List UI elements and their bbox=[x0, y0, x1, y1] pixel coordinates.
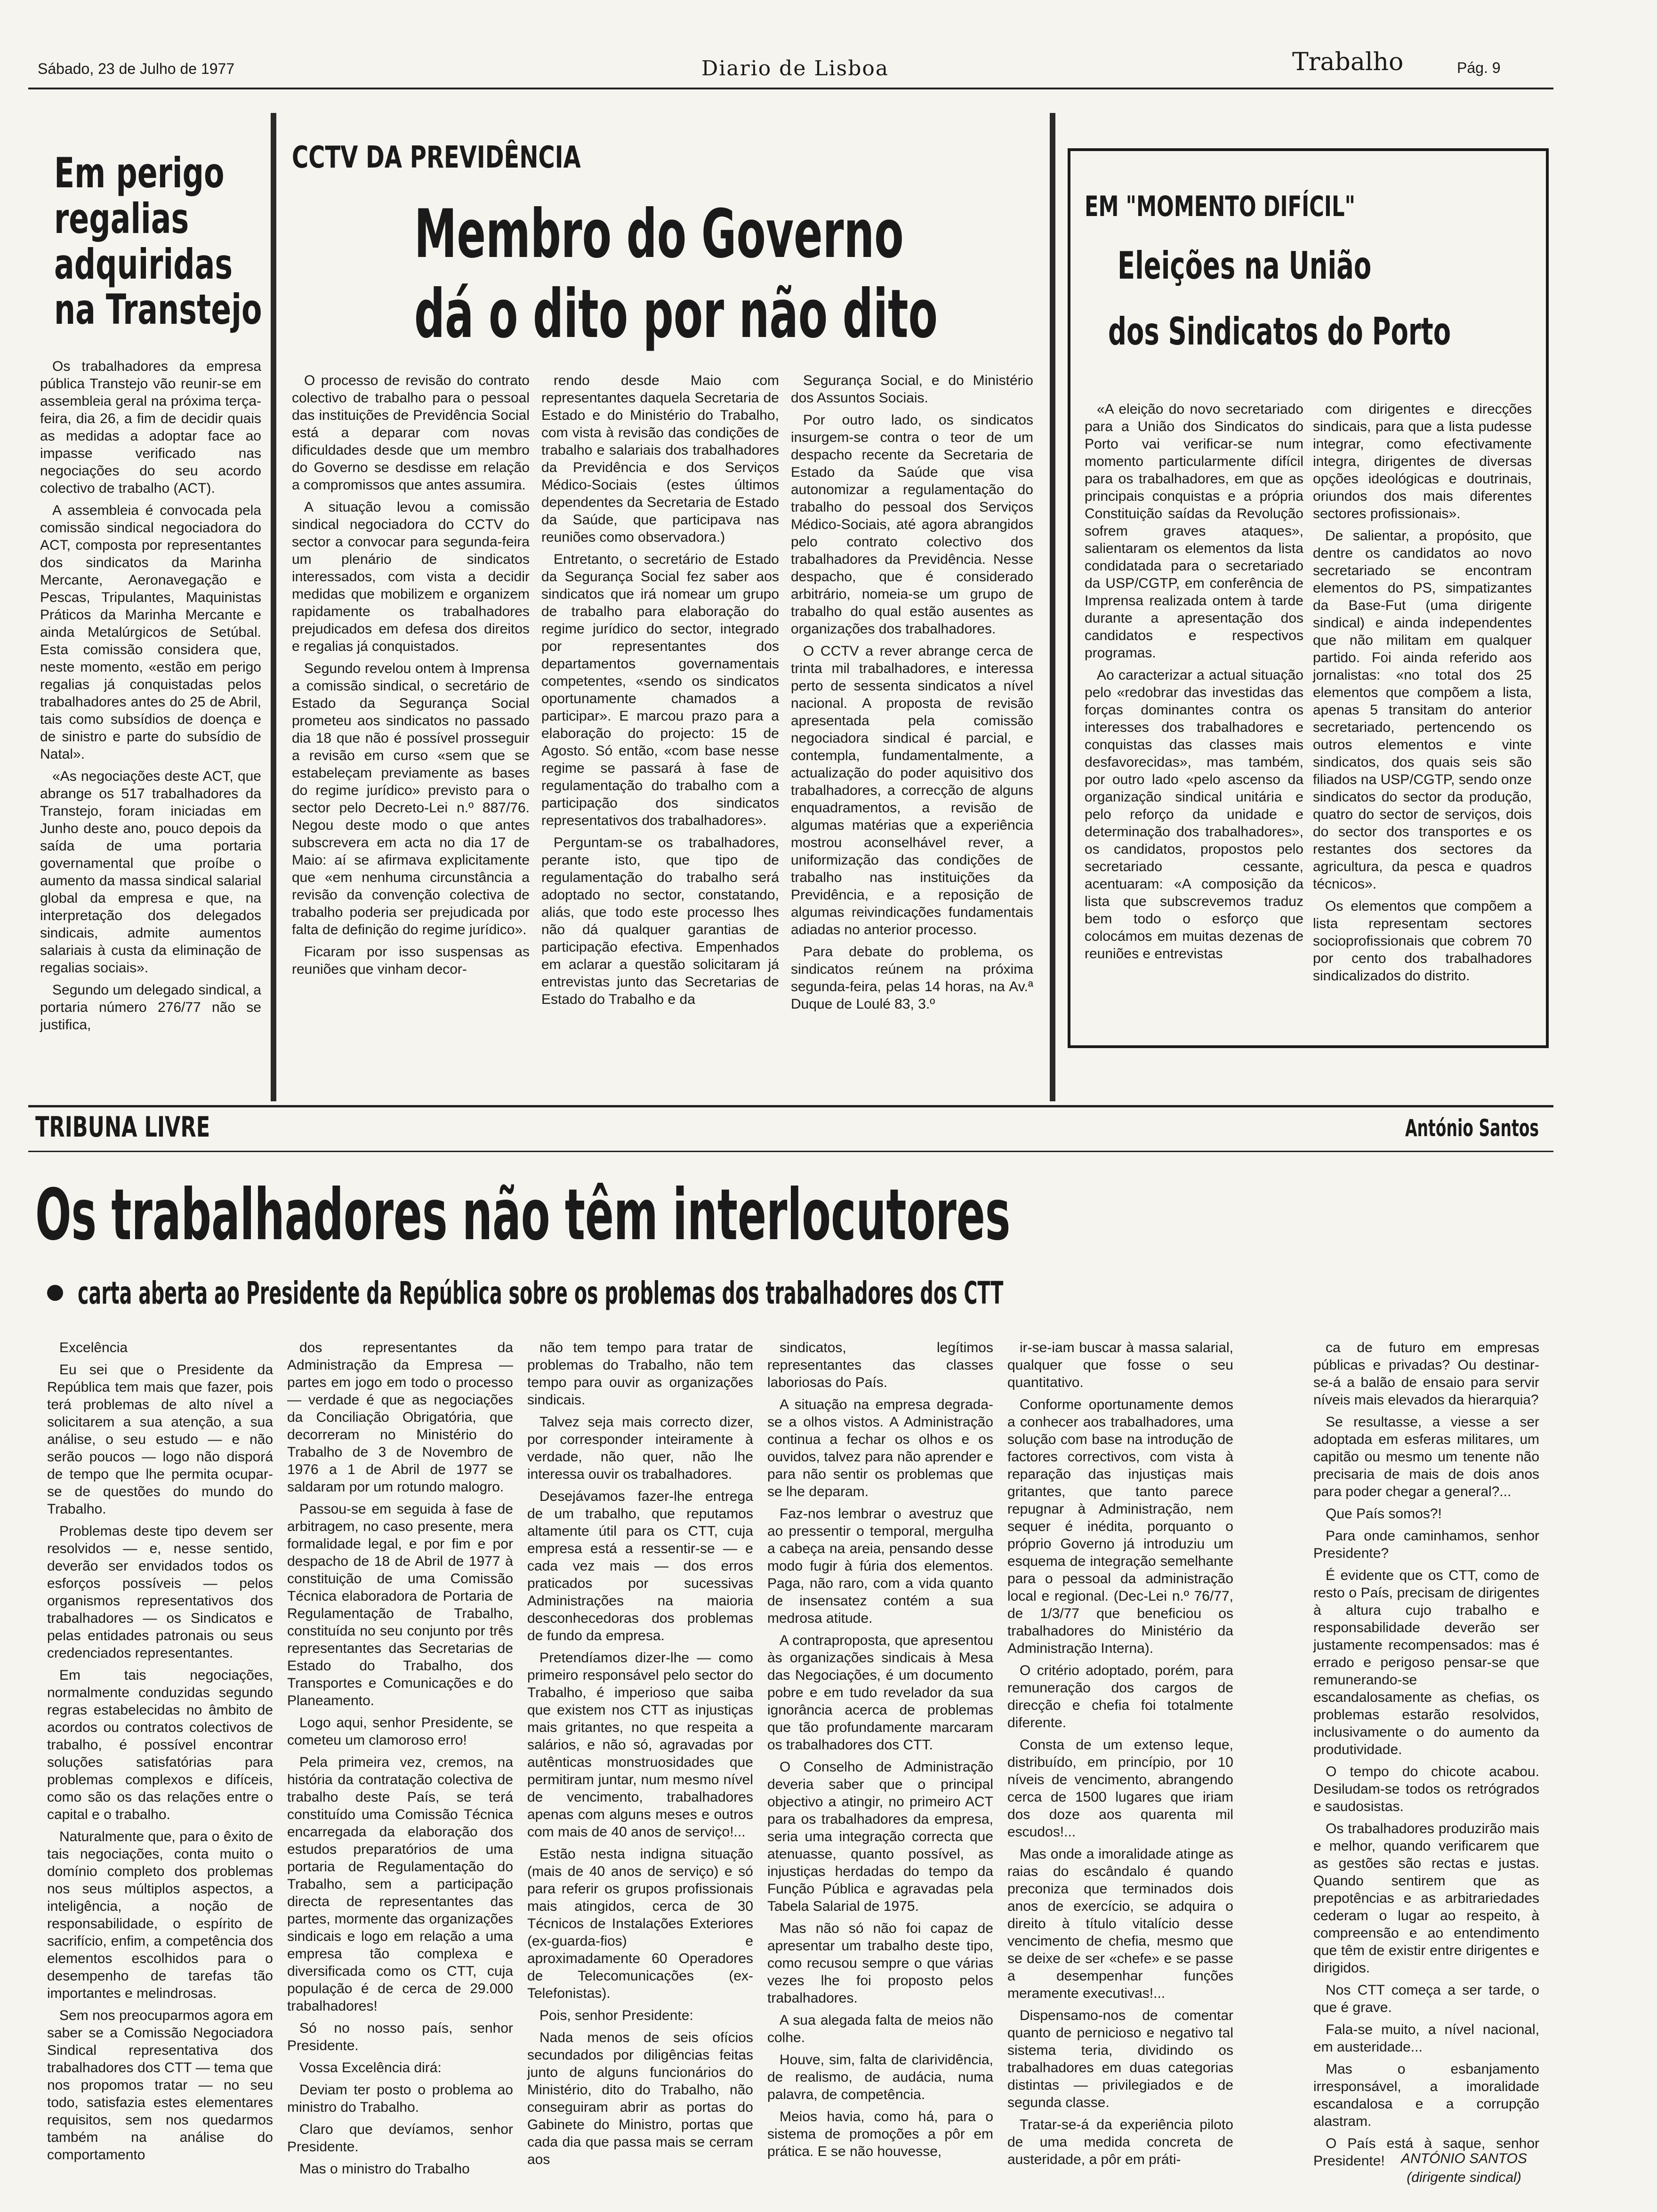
column-divider bbox=[1050, 113, 1055, 1101]
paragraph: Segundo revelou ontem à Imprensa a comissão sindical, o secretário de Estado da Segurança Social prometeu aos sindicatos no passado dia 18 que não é possível prosseguir a revisão em curso «sem que se estabeleçam previamente as bases do regime jurídico» previsto para o sector pelo Decreto-Lei n.º 887/76. Negou deste modo o que antes subscrevera em acta no dia 17 de Maio: aí se afirmava explicitamente que «em nenhuma circunstância a revisão da convenção colectiva de trabalho poderia ser prejudicada por falta de definição do regime jurídico». bbox=[292, 661, 530, 938]
paragraph: Nos CTT começa a ser tarde, o que é grave. bbox=[1313, 1982, 1539, 2015]
paragraph: Os trabalhadores da empresa pública Transtejo vão reunir-se em assembleia geral na próxima terça-feira, dia 26, a fim de decidir quais as medidas a adoptar face ao impasse verificado nas negociações do seu acordo colectivo de trabalho (ACT). bbox=[40, 359, 261, 496]
paragraph: Os trabalhadores produzirão mais e melhor, quando verificarem que as gestões são rectas e justas. Quando sentirem que as prepotências e as arbitrariedades cederam o lugar ao respeito, à compreensão e ao entendimento que têm de existir entre dirigentes e dirigidos. bbox=[1313, 1821, 1539, 1976]
header-rule bbox=[28, 88, 1553, 89]
porto-column-1 bbox=[1085, 401, 1303, 1036]
paragraph: Tratar-se-á da experiência piloto de uma medida concreta de austeridade, a pôr em práti- bbox=[1007, 2117, 1233, 2167]
paragraph: Excelência bbox=[59, 1340, 128, 1355]
paragraph: Entretanto, o secretário de Estado da Segurança Social fez saber aos sindicatos que irá nomear um grupo de trabalho para elaboração do regime jurídico do sector, integrado por representantes dos departamentos governamentais competentes, «sendo os sindicatos oportunamente chamados a participar». E marcou prazo para a elaboração do projecto: 15 de Agosto. Só então, «com base nesse regime se passará à fase de regulamentação do trabalho com a participação dos sindicatos representativos dos trabalhadores». bbox=[541, 552, 779, 828]
paragraph: Deviam ter posto o problema ao ministro do Trabalho. bbox=[287, 2082, 513, 2115]
tribuna-column-5 bbox=[1007, 1339, 1233, 2181]
paragraph: Ao caracterizar a actual situação pelo «redobrar das investidas das forças dominantes contra os interesses dos trabalhadores e conquistas das classes mais desfavorecidas», mas também, por outro lado «pelo ascenso da organização sindical unitária e pelo reforço da unidade e determinação dos trabalhadores», os candidatos, propostos pelo secretariado cessante, acentuaram: «A composição da lista que subscrevemos traduz bem todo o esforço que colocámos em muitas dezenas de reuniões e entrevistas bbox=[1085, 667, 1303, 962]
paragraph: Meios havia, como há, para o sistema de promoções a pôr em prática. E se não houvesse, bbox=[767, 2109, 993, 2159]
paragraph: A assembleia é convocada pela comissão sindical negociadora do ACT, composta por representantes dos sindicatos da Marinha Mercante, Aeronavegação e Pescas, Tripulantes, Maquinistas Práticos da Marinha Mercante e ainda Metalúrgicos de Setúbal. Esta comissão considera que, neste momento, «estão em perigo regalias já conquistadas pelos trabalhadores antes do 25 de Abril, tais como subsídios de doença e de sinistro e parte do subsídio de Natal». bbox=[40, 503, 261, 762]
paragraph: Eu sei que o Presidente da República tem mais que fazer, pois terá problemas de alto nível a solicitarem a sua atenção, a sua análise, o seu estudo — e não serão poucos — logo não disporá de tempo que lhe permita ocupar-se de questões do mundo do Trabalho. bbox=[47, 1362, 273, 1517]
paragraph: Os elementos que compõem a lista representam sectores socioprofissionais que cobrem 70 por cento dos trabalhadores sindicalizados do distrito. bbox=[1313, 898, 1532, 984]
paragraph: Para onde caminhamos, senhor Presidente? bbox=[1313, 1528, 1539, 1561]
cctv-kicker: CCTV DA PREVIDÊNCIA bbox=[292, 140, 581, 175]
tribuna-column-1 bbox=[47, 1339, 273, 2181]
paragraph: Faz-nos lembrar o avestruz que ao pressentir o temporal, mergulha a cabeça na areia, pensando desse modo fugir à fúria dos elementos. Paga, não raro, com a vida quanto de insensatez contém a sua medrosa atitude. bbox=[767, 1506, 993, 1626]
paragraph: Talvez seja mais correcto dizer, por corresponder inteiramente à verdade, não quer, não lhe interessa ouvir os trabalhadores. bbox=[527, 1414, 753, 1482]
bullet-icon bbox=[47, 1285, 63, 1301]
paragraph: Perguntam-se os trabalhadores, perante isto, que tipo de regulamentação do trabalho será adoptado no sector, constatando, aliás, que todo este processo lhes não dá qualquer garantias de participação efectiva. Empenhados em aclarar a questão solicitaram já entrevistas junto das Secretarias de Estado do Trabalho e da bbox=[541, 835, 779, 1007]
transtejo-headline-line: Em perigo bbox=[54, 149, 225, 197]
paragraph: Só no nosso país, senhor Presidente. bbox=[287, 2020, 513, 2053]
paragraph: Para debate do problema, os sindicatos reúnem na próxima segunda-feira, pelas 14 horas, na Av.ª Duque de Loulé 83, 3.º bbox=[791, 944, 1033, 1012]
paragraph: O processo de revisão do contrato colectivo de trabalho para o pessoal das instituições de Previdência Social está a deparar com novas dificuldades desde que um membro do Governo se desdisse em relação a compromissos que antes assumira. bbox=[292, 373, 530, 493]
porto-story-box bbox=[1068, 148, 1549, 1048]
cctv-column-2 bbox=[541, 372, 779, 1101]
column-divider bbox=[271, 113, 276, 1101]
tribuna-column-4 bbox=[767, 1339, 993, 2181]
paragraph: O CCTV a rever abrange cerca de trinta mil trabalhadores, e interessa perto de sessenta sindicatos a nível nacional. A proposta de revisão apresentada pela comissão negociadora sindical é parcial, e contempla, fundamentalmente, a actualização do poder aquisitivo dos trabalhadores, a correcção de alguns enquadramentos, a revisão de algumas matérias que a experiência mostrou aconselhável rever, a uniformização das condições de trabalho nas instituições da Previdência, e a reposição de algumas reivindicações fundamentais adiadas no anterior processo. bbox=[791, 643, 1033, 938]
paragraph: Pela primeira vez, cremos, na história da contratação colectiva de trabalho deste País, se terá constituído uma Comissão Técnica encarregada da elaboração dos estudos preparatórios de uma portaria de Regulamentação do Trabalho, sem a participação directa de representantes das partes, mormente das organizações sindicais e logo em relação a uma empresa tão complexa e diversificada como os CTT, cuja população é de cerca de 29.000 trabalhadores! bbox=[287, 1755, 513, 2014]
transtejo-headline-line: adquiridas bbox=[54, 240, 233, 289]
tribuna-column-3 bbox=[527, 1339, 753, 2181]
porto-kicker: EM "MOMENTO DIFÍCIL" bbox=[1085, 190, 1355, 223]
paragraph: Conforme oportunamente demos a conhecer aos trabalhadores, uma solução com base na introdução de factores correctivos, com vista à reparação das injustiças mais gritantes, que tanto parece repugnar à Administração, nem sequer é inédita, porquanto o próprio Governo já introduziu um esquema de integração semelhante para o pessoal da administração local e regional. (Dec-Lei n.º 76/77, de 1/3/77 que beneficiou os trabalhadores do Ministério da Administração Interna). bbox=[1007, 1397, 1233, 1656]
paragraph: Nada menos de seis ofícios secundados por diligências feitas junto de alguns funcionários do Ministério, dito do Trabalho, não conseguiram abrir as portas do Gabinete do Ministro, portas que cada dia que passa mais se cerram aos bbox=[527, 2030, 753, 2167]
porto-column-2 bbox=[1313, 401, 1532, 1036]
paragraph: Problemas deste tipo devem ser resolvidos — e, nesse sentido, deverão ser envidados todos os esforços possíveis — pelos organismos representativos dos trabalhadores — os Sindicatos e pelas entidades patronais ou seus credenciados representantes. bbox=[47, 1523, 273, 1661]
paragraph: rendo desde Maio com representantes daquela Secretaria de Estado e do Ministério do Trabalho, com vista à revisão das condições de trabalho e salariais dos trabalhadores da Previdência e dos Serviços Médico-Sociais (estes últimos dependentes da Secretaria de Estado da Saúde, que participava nas reuniões como observadora.) bbox=[541, 373, 779, 545]
paragraph: O País está à saque, senhor Presidente! bbox=[1313, 2136, 1539, 2169]
transtejo-headline-line: regalias bbox=[54, 194, 189, 243]
signature-name: ANTÓNIO SANTOS bbox=[1401, 2151, 1527, 2166]
paragraph: Dispensamo-nos de comentar quanto de pernicioso e negativo tal sistema teria, dividindo os trabalhadores em duas categorias distintas — privilegiados e de segunda classe. bbox=[1007, 2008, 1233, 2110]
paragraph: Mas onde a imoralidade atinge as raias do escândalo é quando preconiza que terminados dois anos de exercício, se adquira o direito à título vitalício desse vencimento de chefia, mesmo que se deixe de ser «chefe» e se passe a desempenhar funções meramente executivas!... bbox=[1007, 1846, 1233, 2001]
newspaper-masthead: Diario de Lisboa bbox=[701, 56, 889, 80]
tribuna-headline: Os trabalhadores não têm interlocutores bbox=[35, 1174, 1011, 1256]
page-number: Pág. 9 bbox=[1457, 59, 1501, 76]
paragraph: Estão nesta indigna situação (mais de 40 anos de serviço) e só para referir os grupos profissionais mais atingidos, cerca de 30 Técnicos de Instalações Exteriores (ex-guarda-fios) e aproximadamente 60 Operadores de Telecomunicações (ex-Telefonistas). bbox=[527, 1846, 753, 2001]
paragraph: Vossa Excelência dirá: bbox=[299, 2060, 442, 2076]
paragraph: sindicatos, legítimos representantes das classes laboriosas do País. bbox=[767, 1340, 993, 1390]
paragraph: Se resultasse, a viesse a ser adoptada em esferas militares, um capitão ou mesmo um tenente não precisaria de mais de dois anos para poder chegar a general?... bbox=[1313, 1414, 1539, 1499]
paragraph: «As negociações deste ACT, que abrange os 517 trabalhadores da Transtejo, foram iniciadas em Junho deste ano, pouco depois da saída de uma portaria governamental que proíbe o aumento da massa sindical salarial global da empresa e que, na interpretação dos delegados sindicais, admite aumentos salariais à custa da eliminação de regalias sociais». bbox=[40, 769, 261, 976]
tribuna-author-top: António Santos bbox=[1405, 1114, 1539, 1142]
paragraph: ca de futuro em empresas públicas e privadas? Ou destinar-se-á a balão de ensaio para servir níveis mais elevados da hierarquia? bbox=[1313, 1340, 1539, 1408]
paragraph: com dirigentes e direcções sindicais, para que a lista pudesse integrar, como efectivamente integra, dirigentes de diversas opções ideológicas e doutrinais, oriundos dos mais diferentes sectores profissionais». bbox=[1313, 401, 1532, 521]
paragraph: não tem tempo para tratar de problemas do Trabalho, não tem tempo para ouvir as organizações sindicais. bbox=[527, 1340, 753, 1408]
section-rule bbox=[28, 1105, 1553, 1107]
paragraph: A situação na empresa degrada-se a olhos vistos. A Administração continua a fechar os olhos e os ouvidos, talvez para não aprender e para não sentir os problemas que se lhe deparam. bbox=[767, 1397, 993, 1499]
section-name: Trabalho bbox=[1292, 48, 1404, 76]
paragraph: Houve, sim, falta de clarividência, de realismo, de audácia, numa palavra, de competência. bbox=[767, 2052, 993, 2102]
transtejo-headline bbox=[54, 151, 343, 333]
paragraph: O Conselho de Administração deveria saber que o principal objectivo a atingir, no primeiro ACT para os trabalhadores da empresa, seria uma integração correcta que atenuasse, quanto possível, as injustiças herdadas do tempo da Função Pública e agravadas pela Tabela Salarial de 1975. bbox=[767, 1759, 993, 1914]
paragraph: O critério adoptado, porém, para remuneração dos cargos de direcção e chefia foi totalmente diferente. bbox=[1007, 1663, 1233, 1731]
cctv-column-3 bbox=[791, 372, 1033, 1101]
paragraph: A contraproposta, que apresentou às organizações sindicais à Mesa das Negociações, é um documento pobre e em tudo revelador da sua ignorância acerca de problemas que tão profundamente marcaram os trabalhadores dos CTT. bbox=[767, 1633, 993, 1753]
paragraph: Mas o esbanjamento irresponsável, a imoralidade escandalosa e a corrupção alastram. bbox=[1313, 2061, 1539, 2129]
paragraph: É evidente que os CTT, como de resto o País, precisam de dirigentes à altura cujo trabalho e responsabilidade deverão ser justamente recompensados: mas é errado e perigoso pensar-se que remunerando-se escandalosamente as chefias, os problemas estarão resolvidos, inclusivamente o do aumento da produtividade. bbox=[1313, 1568, 1539, 1757]
tribuna-column-2 bbox=[287, 1339, 513, 2181]
paragraph: dos representantes da Administração da Empresa — partes em jogo em todo o processo — verdade é que as negociações da Conciliação Obrigatória, que decorreram no Ministério do Trabalho de 3 de Novembro de 1976 a 1 de Abril de 1977 se saldaram por um rotundo malogro. bbox=[287, 1340, 513, 1495]
cctv-column-1 bbox=[292, 372, 530, 1101]
paragraph: Mas o ministro do Trabalho bbox=[299, 2161, 470, 2177]
paragraph: Consta de um extenso leque, distribuído, em princípio, por 10 níveis de vencimento, abrangendo cerca de 1500 lugares que iriam dos doze aos quarenta mil escudos!... bbox=[1007, 1737, 1233, 1840]
paragraph: A situação levou a comissão sindical negociadora do CCTV do sector a convocar para segunda-feira um plenário de sindicatos interessados, com vista a decidir medidas que mobilizem e organizem rapidamente os trabalhadores prejudicados em defesa dos direitos e regalias já conquistados. bbox=[292, 499, 530, 654]
porto-headline-line: Eleições na União bbox=[1118, 244, 1372, 288]
paragraph: Mas não só não foi capaz de apresentar um trabalho deste tipo, como recusou sempre o que várias vezes lhe foi proposto pelos trabalhadores. bbox=[767, 1921, 993, 2006]
paragraph: Desejávamos fazer-lhe entrega de um trabalho, que reputamos altamente útil para os CTT, cuja empresa está a ressentir-se — e cada vez mais — dos erros praticados por sucessivas Administrações na maioria desconhecedoras dos problemas de fundo da empresa. bbox=[527, 1489, 753, 1643]
tribuna-label: TRIBUNA LIVRE bbox=[35, 1111, 210, 1144]
transtejo-body bbox=[40, 358, 261, 1101]
tribuna-subhead: carta aberta ao Presidente da República sobre os problemas dos trabalhadores dos CTT bbox=[78, 1275, 1004, 1311]
issue-date: Sábado, 23 de Julho de 1977 bbox=[38, 60, 235, 77]
paragraph: Sem nos preocuparmos agora em saber se a Comissão Negociadora Sindical representativa dos trabalhadores dos CTT — tema que nos propomos tratar — no seu todo, satisfazia estes elementares requisitos, sem nos quedarmos também na análise do comportamento bbox=[47, 2008, 273, 2163]
paragraph: Naturalmente que, para o êxito de tais negociações, conta muito o domínio completo dos problemas nos seus múltiplos aspectos, a inteligência, a noção de responsabilidade, o espírito de sacrifício, enfim, a competência dos elementos escolhidos para o desempenho de tarefas tão importantes e melindrosas. bbox=[47, 1829, 273, 2001]
paragraph: ir-se-iam buscar à massa salarial, qualquer que fosse o seu quantitativo. bbox=[1007, 1340, 1233, 1390]
paragraph: Claro que devíamos, senhor Presidente. bbox=[287, 2122, 513, 2155]
paragraph: Por outro lado, os sindicatos insurgem-se contra o teor de um despacho recente da Secretaria de Estado da Saúde que visa autonomizar a regulamentação do trabalho do pessoal dos Serviços Médico-Sociais, até agora abrangidos pelo contrato colectivo dos trabalhadores da Previdência. Nesse despacho, que é considerado arbitrário, nomeia-se um grupo de trabalho do qual estão ausentes as organizações dos trabalhadores. bbox=[791, 412, 1033, 637]
paragraph: Pois, senhor Presidente: bbox=[539, 2008, 693, 2023]
paragraph: De salientar, a propósito, que dentre os candidatos ao novo secretariado se encontram elementos do PS, simpatizantes da Base-Fut (uma dirigente sindical) e ainda independentes que não militam em qualquer partido. Foi ainda referido aos jornalistas: «no total dos 25 elementos que compõem a lista, apenas 5 transitam do anterior secretariado, pertencendo os outros elementos e vinte sindicatos, dos quais seis são filiados na USP/CGTP, sendo onze sindicatos do sector da produção, quatro do sector de serviços, dois do sector dos transportes e os restantes dos sectores da agricultura, da pesca e quadros técnicos». bbox=[1313, 528, 1532, 892]
paragraph: «A eleição do novo secretariado para a União dos Sindicatos do Porto vai verificar-se num momento particularmente difícil para os trabalhadores, em que as principais conquistas e a própria Constituição saídas da Revolução sofrem graves ataques», salientaram os elementos da lista condidatada para o secretariado da USP/CGTP, em conferência de Imprensa realizada ontem à tarde durante a apresentação dos candidatos e respectivos programas. bbox=[1085, 401, 1303, 661]
cctv-headline-line: Membro do Governo bbox=[414, 195, 904, 273]
porto-headline-line: dos Sindicatos do Porto bbox=[1108, 310, 1451, 353]
section-rule bbox=[28, 1151, 1553, 1152]
paragraph: A sua alegada falta de meios não colhe. bbox=[767, 2012, 993, 2045]
paragraph: Fala-se muito, a nível nacional, em austeridade... bbox=[1313, 2022, 1539, 2055]
paragraph: Pretendíamos dizer-lhe — como primeiro responsável pelo sector do Trabalho, é imperioso que saiba que existem nos CTT as injustiças mais gritantes, no que respeita a salários, e não só, agravadas por autênticas monstruosidades que permitiram juntar, num mesmo nível de vencimento, trabalhadores apenas com alguns meses e outros com mais de 40 anos de serviço!... bbox=[527, 1650, 753, 1840]
signature-role: (dirigente sindical) bbox=[1407, 2170, 1521, 2185]
paragraph: Segurança Social, e do Ministério dos Assuntos Sociais. bbox=[791, 373, 1033, 406]
paragraph: Logo aqui, senhor Presidente, se cometeu um clamoroso erro! bbox=[287, 1715, 513, 1748]
cctv-headline-line: dá o dito por não dito bbox=[414, 275, 938, 353]
paragraph: Que País somos?! bbox=[1326, 1506, 1442, 1522]
paragraph: Em tais negociações, normalmente conduzidas segundo regras estabelecidas no âmbito de acordos ou contratos colectivos de trabalho, é possível encontrar soluções satisfatórias para problemas complexos e difíceis, como são os das relações entre o capital e o trabalho. bbox=[47, 1667, 273, 1822]
paragraph: O tempo do chicote acabou. Desiludam-se todos os retrógrados e saudosistas. bbox=[1313, 1764, 1539, 1814]
paragraph: Ficaram por isso suspensas as reuniões que vinham decor- bbox=[292, 944, 530, 977]
paragraph: Segundo um delegado sindical, a portaria número 276/77 não se justifica, bbox=[40, 982, 261, 1033]
transtejo-headline-line: na Transtejo bbox=[54, 285, 262, 334]
paragraph: Passou-se em seguida à fase de arbitragem, no caso presente, mera formalidade legal, e por fim e por despacho de 18 de Abril de 1977 à constituição de uma Comissão Técnica elaboradora de Portaria de Regulamentação de Trabalho, constituída no seu conjunto por três representantes das Secretarias de Estado do Trabalho, dos Transportes e Comunicações e do Planeamento. bbox=[287, 1501, 513, 1708]
